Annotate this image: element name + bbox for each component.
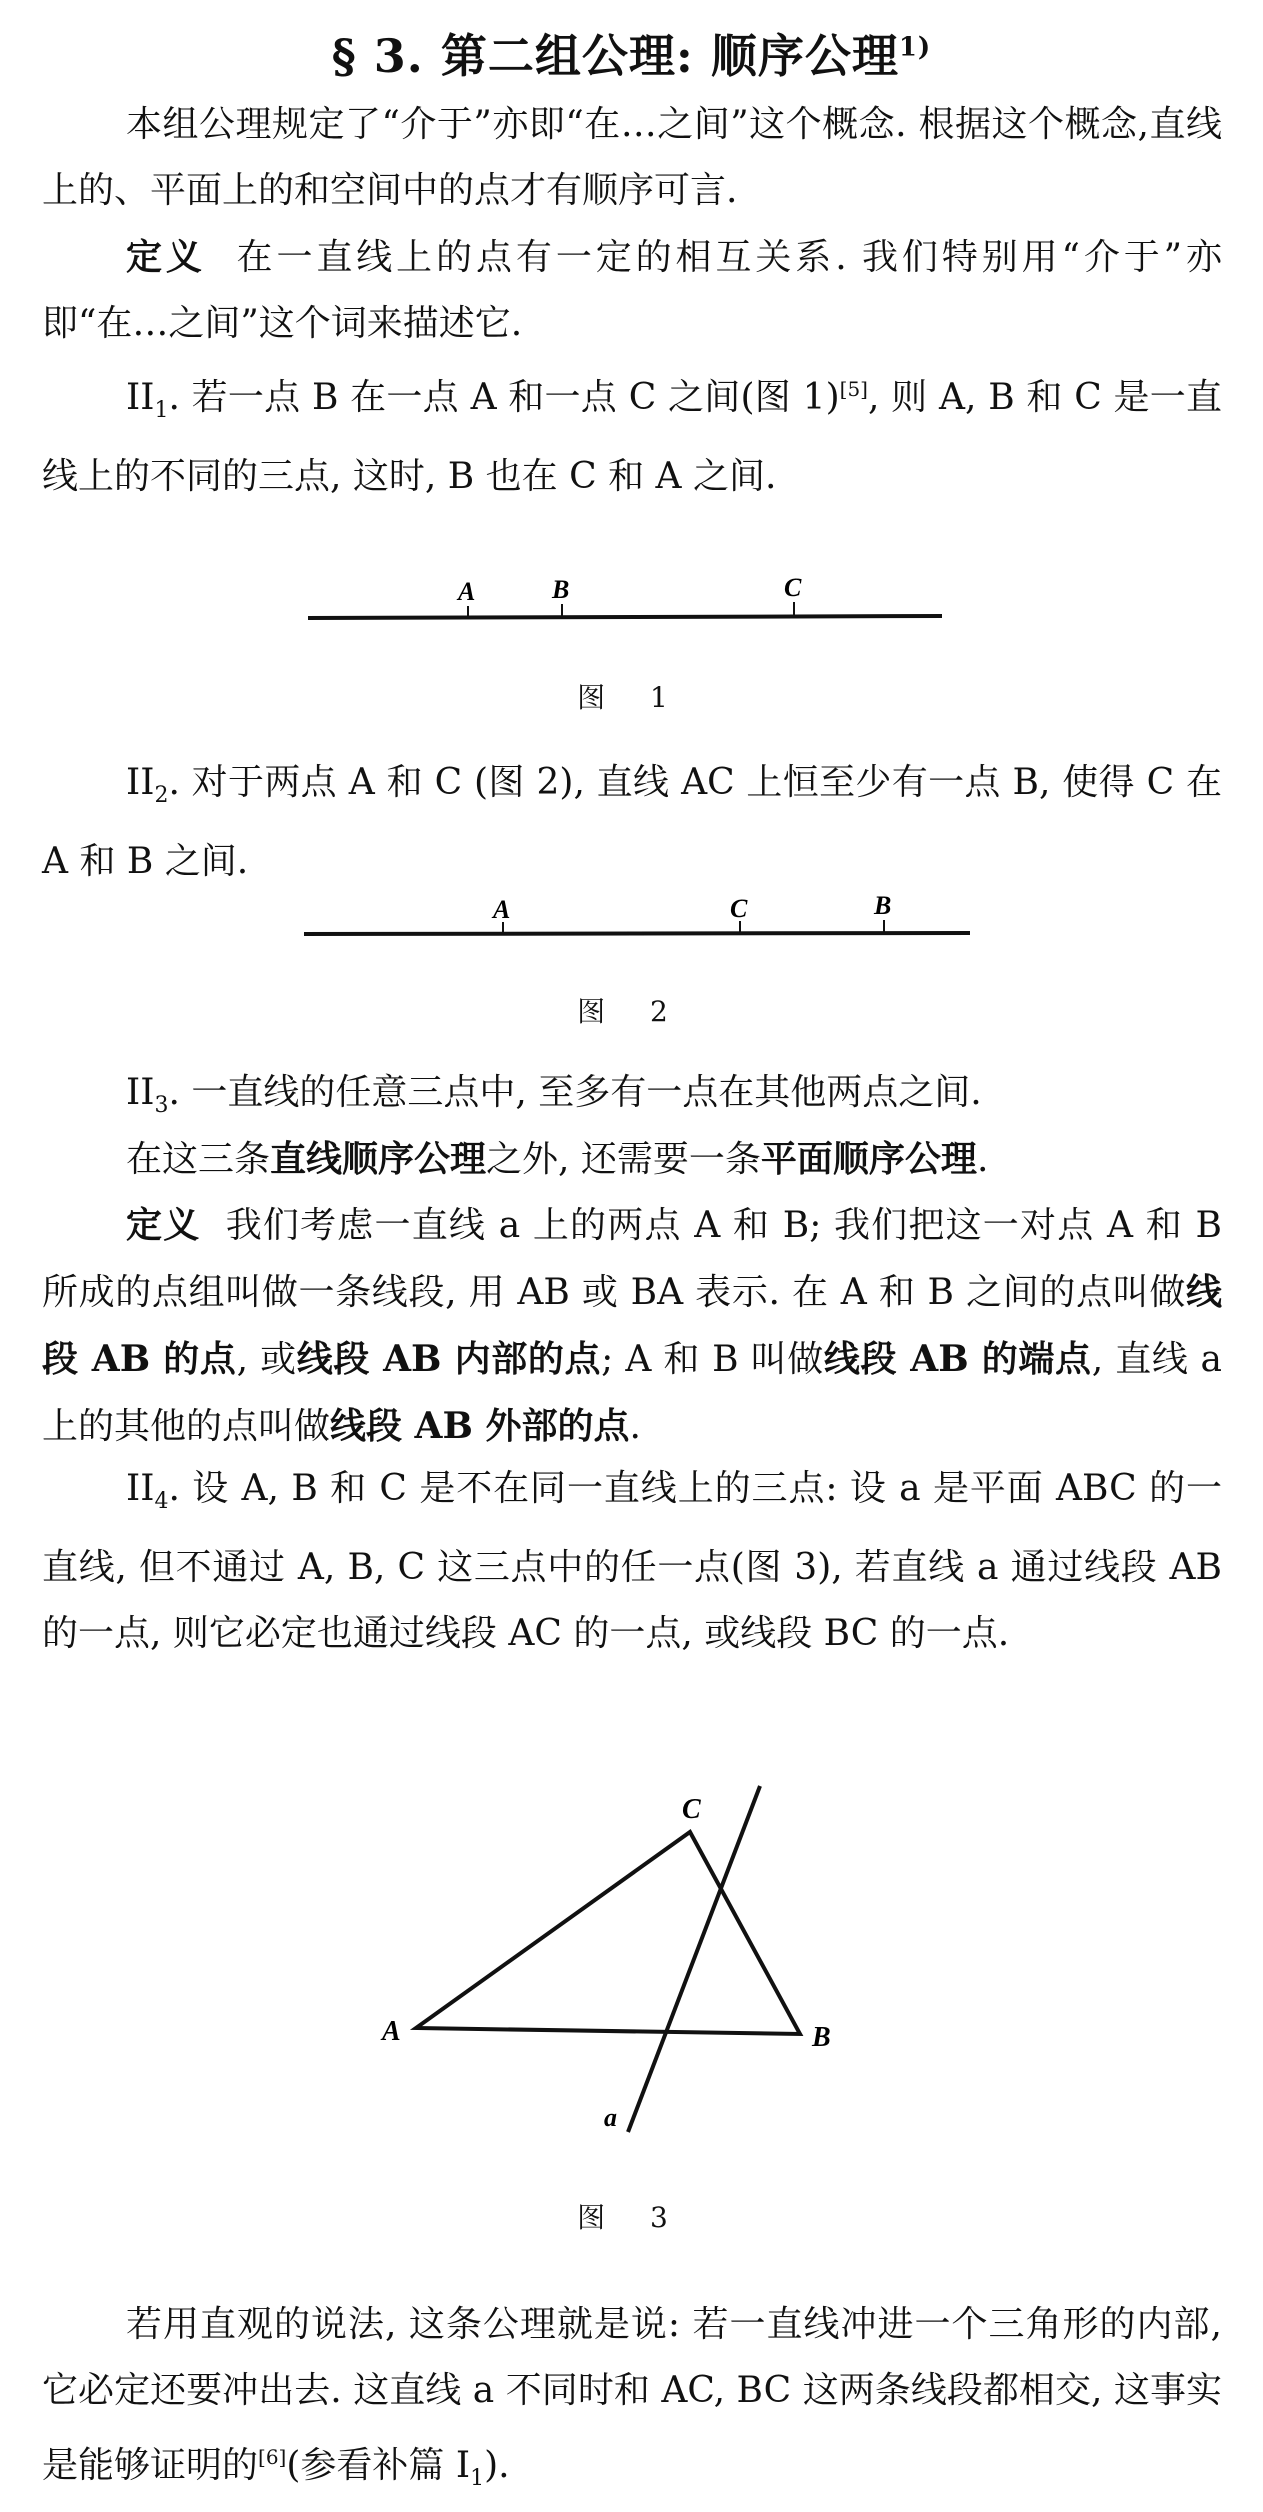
line-segment <box>308 616 942 618</box>
section-title: § 3. 第二组公理: 顺序公理 <box>331 29 899 83</box>
figure-1-line <box>0 560 1263 670</box>
remark-text: (参看补篇 I <box>286 2445 471 2486</box>
definition-text: , 直线 a 上的其他的点叫做 <box>42 1339 1222 1447</box>
triangle-abc <box>416 1832 800 2034</box>
intro-paragraph: 本组公理规定了“介于”亦即“在…之间”这个概念. 根据这个概念,直线上的、平面上的和空间中的点才有顺序可言. <box>42 104 1222 211</box>
axiom-text: . 对于两点 A 和 C (图 2), 直线 AC 上恒至少有一点 B, 使得 C 在 A 和 B 之间. <box>42 762 1222 883</box>
label-b: B <box>552 575 570 604</box>
figure-2-line <box>0 880 1263 980</box>
vertex-label-c: C <box>682 1794 701 1825</box>
figure-2-caption: 图 2 <box>577 995 686 1028</box>
figure-3-caption: 图 3 <box>577 2201 686 2234</box>
axiom-index: 2 <box>154 783 169 809</box>
remark-text: ). <box>484 2445 510 2486</box>
supplement-index: 1 <box>470 2466 485 2492</box>
definition-text: , 或 <box>236 1339 297 1380</box>
definition-betweenness <box>42 224 1222 357</box>
remark-text: 若用直观的说法, 这条公理就是说: 若一直线冲进一个三角形的内部, 它必定还要冲出去. 这直线 a 不同时和 AC, BC 这两条线段都相交, 这事实是能够证明的 <box>42 2304 1222 2486</box>
label-c: C <box>784 573 802 602</box>
label-c: C <box>730 894 748 923</box>
vertex-label-b: B <box>812 2022 831 2053</box>
axiom-label: II <box>126 1072 155 1113</box>
label-a: A <box>493 895 511 924</box>
axiom-index: 3 <box>154 1093 169 1119</box>
axiom-II2 <box>42 750 1222 895</box>
term-interior-point: 线段 AB 内部的点 <box>296 1338 602 1380</box>
axiom-label: II <box>126 1468 155 1509</box>
axiom-label: II <box>126 762 155 803</box>
definition-text: 在一直线上的点有一定的相互关系. 我们特别用“介于”亦即“在…之间”这个词来描述它. <box>42 237 1222 344</box>
remark-text: 之外, 还需要一条 <box>486 1139 761 1180</box>
term-exterior-point: 线段 AB 外部的点 <box>330 1405 630 1447</box>
definition-text: ; A 和 B 叫做 <box>601 1339 824 1380</box>
label-b: B <box>874 891 892 920</box>
axiom-index: 1 <box>154 398 169 424</box>
axiom-text: . 若一点 B 在一点 A 和一点 C 之间(图 1) <box>168 377 840 418</box>
line-segment <box>304 933 970 934</box>
definition-segment <box>42 1192 1222 1460</box>
axiom-II1 <box>42 356 1222 510</box>
line-label-a: a <box>604 2103 617 2132</box>
intuitive-remark <box>42 2292 1222 2512</box>
term-line-order-axioms: 直线顺序公理 <box>270 1138 487 1180</box>
definition-text: 我们考虑一直线 a 上的两点 A 和 B; 我们把这一对点 A 和 B 所成的点组叫做一条线段, 用 AB 或 BA 表示. 在 A 和 B 之间的点叫做 <box>42 1205 1222 1313</box>
remark-text: 在这三条 <box>126 1139 271 1180</box>
definition-label: 定义 <box>126 1204 201 1246</box>
axiom-text: . 一直线的任意三点中, 至多有一点在其他两点之间. <box>168 1072 982 1113</box>
order-axiom-remark <box>42 1126 1222 1193</box>
section-heading <box>0 20 1263 86</box>
axiom-II4-pasch <box>42 1456 1222 1667</box>
figure-3-triangle <box>0 1780 1263 2160</box>
label-a: A <box>458 577 476 606</box>
term-plane-order-axiom: 平面顺序公理 <box>760 1138 977 1180</box>
axiom-index: 4 <box>154 1489 169 1515</box>
figure-1-caption: 图 1 <box>577 681 686 714</box>
reference-marker: [6] <box>258 2445 287 2469</box>
reference-marker: [5] <box>839 377 868 401</box>
vertex-label-a: A <box>382 2016 401 2047</box>
axiom-label: II <box>126 377 155 418</box>
axiom-text: . 设 A, B 和 C 是不在同一直线上的三点: 设 a 是平面 ABC 的一直线, 但不通过 A, B, C 这三点中的任一点(图 3), 若直线 a 通过线段 AB 的一点, 则它必定也通过线段 AC 的一点, 或线段 BC 的一点. <box>42 1468 1222 1655</box>
footnote-marker: 1) <box>898 32 932 63</box>
term-segment-point: 线段 AB 的点 <box>42 1271 1222 1380</box>
remark-text: . <box>976 1139 989 1180</box>
axiom-text-continued: , 则 A, B 和 C 是一直线上的不同的三点, 这时, B 也在 C 和 A 之间. <box>42 377 1223 498</box>
definition-label: 定义 <box>126 236 206 278</box>
term-endpoints: 线段 AB 的端点 <box>823 1338 1092 1380</box>
definition-text: . <box>629 1406 641 1447</box>
